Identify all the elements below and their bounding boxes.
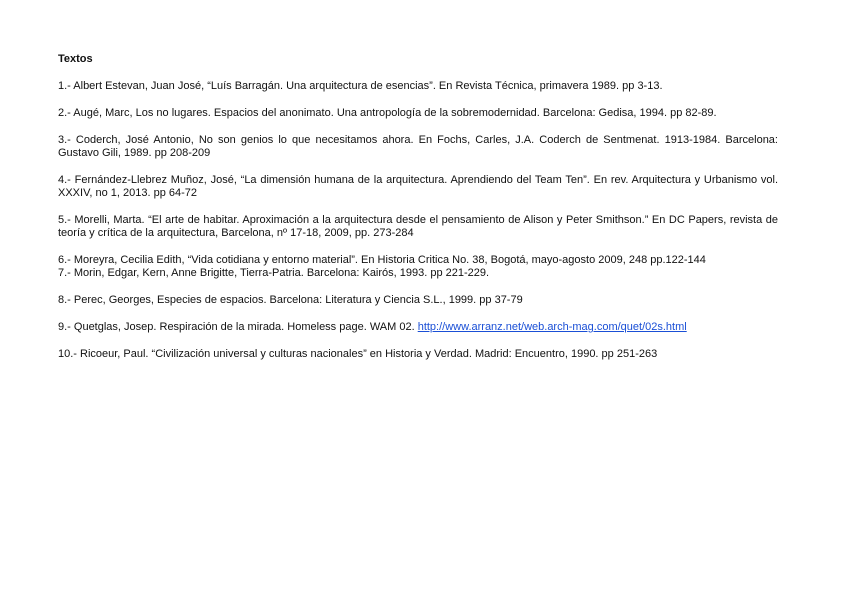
reference-5: 5.- Morelli, Marta. “El arte de habitar. Aproximación a la arquitectura desde el pensamiento de Alison y Peter Smithson.” En DC Papers, revista de teoría y crítica de la arquitectura, Barcelona, nº 17-18, 2009, pp. 273-284: [58, 214, 778, 239]
reference-9-link[interactable]: http://www.arranz.net/web.arch-mag.com/quet/02s.html: [417, 321, 687, 333]
document-page: [58, 53, 778, 375]
section-heading: Textos: [58, 53, 93, 65]
reference-2: 2.- Augé, Marc, Los no lugares. Espacios del anonimato. Una antropología de la sobremodernidad. Barcelona: Gedisa, 1994. pp 82-89.: [58, 107, 717, 119]
reference-4: 4.- Fernández-Llebrez Muñoz, José, “La dimensión humana de la arquitectura. Aprendiendo del Team Ten”. En rev. Arquitectura y Urbanismo vol. XXXIV, no 1, 2013. pp 64-72: [58, 174, 778, 199]
reference-10: 10.- Ricoeur, Paul. “Civilización universal y culturas nacionales” en Historia y Verdad. Madrid: Encuentro, 1990. pp 251-263: [58, 348, 658, 360]
reference-1: 1.- Albert Estevan, Juan José, “Luís Barragán. Una arquitectura de esencias”. En Revista Técnica, primavera 1989. pp 3-13.: [58, 80, 663, 92]
reference-9: [58, 321, 778, 334]
reference-3: 3.- Coderch, José Antonio, No son genios lo que necesitamos ahora. En Fochs, Carles, J.A. Coderch de Sentmenat. 1913-1984. Barcelona: Gustavo Gili, 1989. pp 208-209: [58, 134, 778, 159]
reference-9-text: 9.- Quetglas, Josep. Respiración de la mirada. Homeless page. WAM 02.: [58, 321, 418, 333]
reference-7: 7.- Morin, Edgar, Kern, Anne Brigitte, Tierra-Patria. Barcelona: Kairós, 1993. pp 221-229.: [58, 267, 490, 279]
reference-6: 6.- Moreyra, Cecilia Edith, “Vida cotidiana y entorno material”. En Historia Critica No. 38, Bogotá, mayo-agosto 2009, 248 pp.122-144: [58, 254, 706, 266]
reference-8: 8.- Perec, Georges, Especies de espacios. Barcelona: Literatura y Ciencia S.L., 1999. pp 37-79: [58, 294, 523, 306]
